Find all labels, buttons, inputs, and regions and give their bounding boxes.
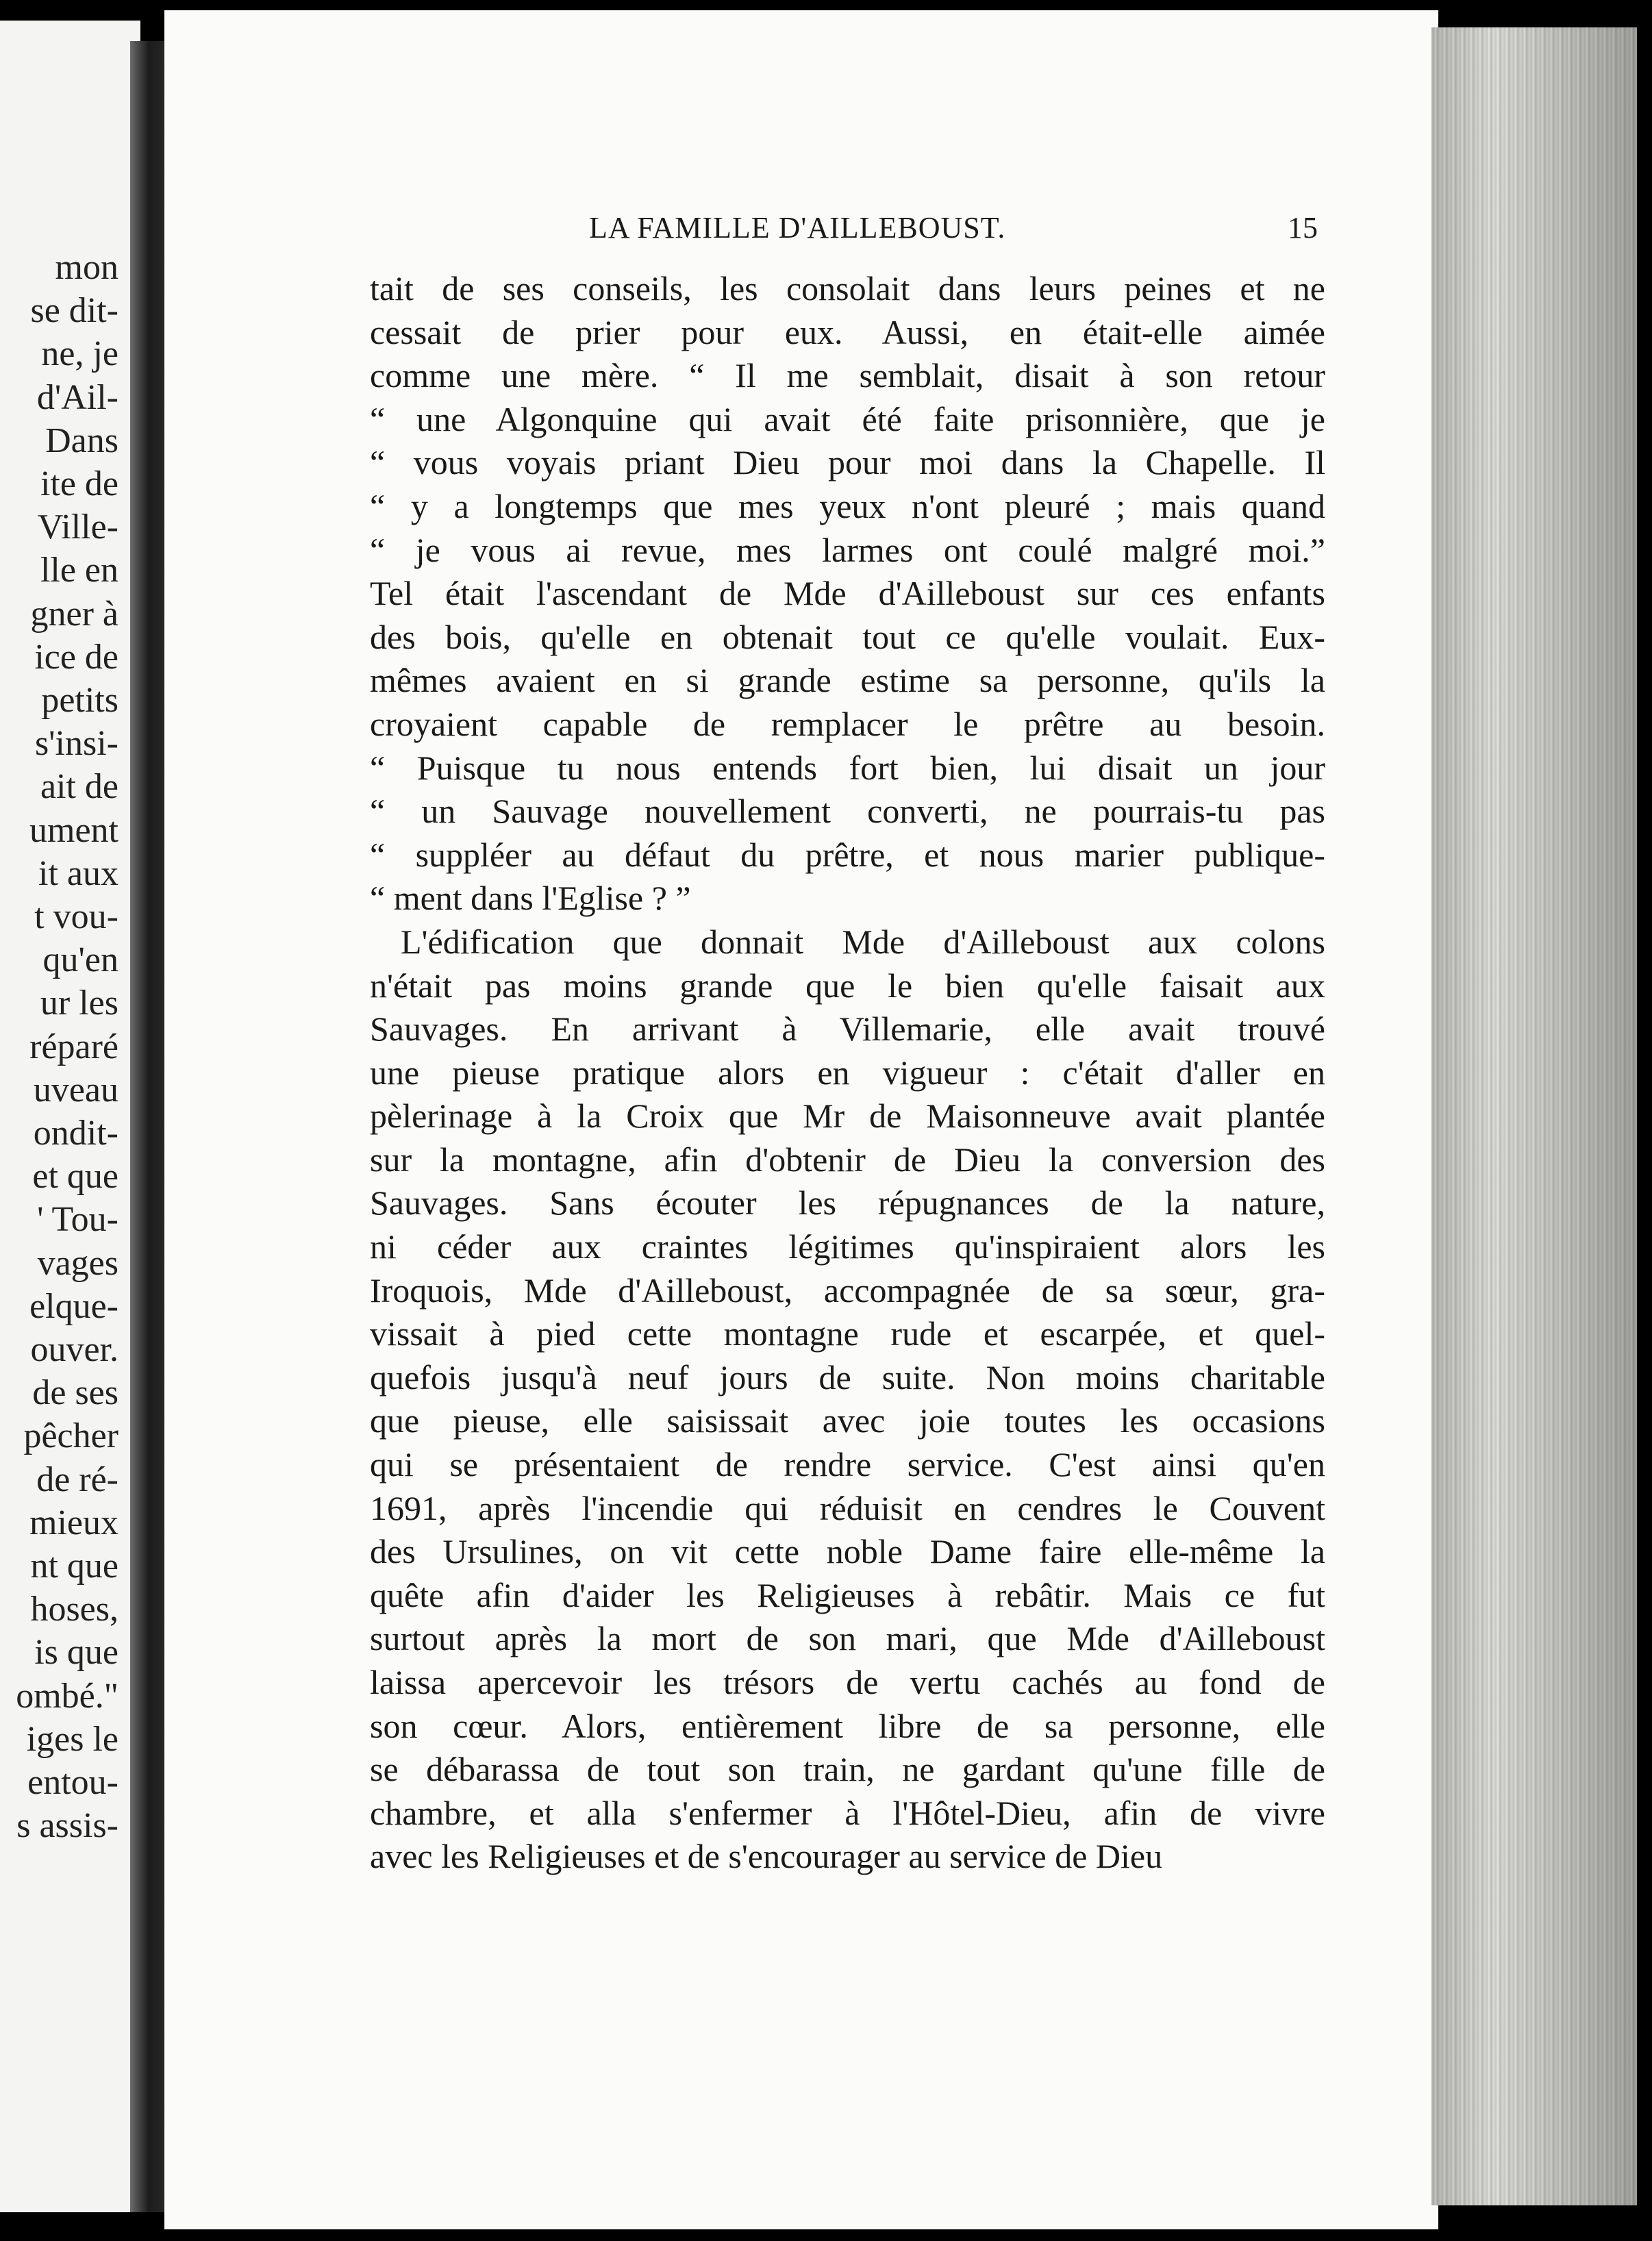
verso-line: ite de (40, 464, 118, 503)
text-line: vissait à pied cette montagne rude et escarpée, et quel- (370, 1314, 1325, 1353)
text-line: quefois jusqu'à neuf jours de suite. Non moins charitable (370, 1357, 1325, 1397)
text-line: laissa apercevoir les trésors de vertu cachés au fond de (370, 1663, 1325, 1701)
text-line: chambre, et alla s'enfermer à l'Hôtel-Dieu, afin de vivre (370, 1793, 1325, 1832)
text-line: “ ment dans l'Eglise ? ” (370, 879, 691, 918)
verso-line: nt que (30, 1547, 118, 1586)
text-line: “ suppléer au défaut du prêtre, et nous marier publique- (370, 835, 1325, 874)
verso-line: réparé (29, 1027, 118, 1066)
text-line: avec les Religieuses et de s'encourager au service de Dieu (370, 1837, 1163, 1876)
text-line: n'était pas moins grande que le bien qu'elle faisait aux (370, 966, 1325, 1005)
verso-line: lle en (40, 551, 118, 590)
verso-line: de ses (32, 1373, 118, 1413)
verso-line: et que (32, 1157, 118, 1197)
verso-line: pêcher (23, 1416, 118, 1456)
verso-line: qu'en (42, 940, 118, 980)
verso-line: gner à (30, 594, 118, 634)
verso-line: ne, je (41, 334, 118, 374)
verso-line: is que (34, 1633, 118, 1673)
text-line: sur la montagne, afin d'obtenir de Dieu la conversion des (370, 1140, 1325, 1179)
text-line: comme une mère. “ Il me semblait, disait à son retour (370, 356, 1325, 395)
body-text (370, 267, 1325, 1879)
running-head: LA FAMILLE D'AILLEBOUST. (589, 211, 1006, 245)
text-line: Sauvages. Sans écouter les répugnances de la nature, (370, 1184, 1325, 1223)
text-line: son cœur. Alors, entièrement libre de sa personne, elle (370, 1706, 1325, 1745)
text-line: 1691, après l'incendie qui réduisit en cendres le Couvent (370, 1488, 1325, 1527)
verso-page-fragment (0, 21, 140, 2212)
text-line: tait de ses conseils, les consolait dans leurs peines et ne (370, 269, 1325, 308)
verso-line: petits (41, 681, 118, 720)
verso-line: s assis- (16, 1806, 118, 1846)
verso-line: mieux (29, 1503, 118, 1542)
text-line: des bois, qu'elle en obtenait tout ce qu'elle voulait. Eux- (370, 617, 1325, 656)
text-line: Sauvages. En arrivant à Villemarie, elle avait trouvé (370, 1010, 1325, 1049)
verso-line: d'Ail- (36, 377, 118, 417)
text-line: “ vous voyais priant Dieu pour moi dans la Chapelle. Il (370, 443, 1325, 482)
verso-line: uveau (33, 1070, 118, 1110)
text-line: quête afin d'aider les Religieuses à rebâtir. Mais ce fut (370, 1575, 1325, 1614)
text-line: L'édification que donnait Mde d'Ailleboust aux colons (401, 922, 1325, 961)
text-line: mêmes avaient en si grande estime sa personne, qu'ils la (370, 661, 1325, 700)
verso-line: entou- (27, 1763, 118, 1802)
verso-line: ondit- (33, 1114, 118, 1153)
verso-line: vages (37, 1243, 118, 1283)
verso-line: ' Tou- (37, 1200, 118, 1240)
verso-line: Dans (45, 421, 118, 460)
verso-line: ouver. (30, 1330, 118, 1369)
text-line: “ une Algonquine qui avait été faite prisonnière, que je (370, 399, 1325, 438)
text-line: ni céder aux craintes légitimes qu'inspiraient alors les (370, 1227, 1325, 1266)
text-line: “ un Sauvage nouvellement converti, ne pourrais-tu pas (370, 792, 1325, 831)
text-line: cessait de prier pour eux. Aussi, en était-elle aimée (370, 312, 1325, 351)
verso-line: t vou- (34, 897, 118, 936)
verso-line: de ré- (36, 1460, 118, 1499)
text-line: Iroquois, Mde d'Ailleboust, accompagnée de sa sœur, gra- (370, 1270, 1325, 1310)
verso-line: ument (29, 810, 118, 850)
text-line: qui se présentaient de rendre service. C'est ainsi qu'en (370, 1445, 1325, 1484)
text-line: “ Puisque tu nous entends fort bien, lui disait un jour (370, 748, 1325, 787)
text-line: croyaient capable de remplacer le prêtre au besoin. (370, 704, 1325, 743)
text-line: surtout après la mort de son mari, que Mde d'Ailleboust (370, 1619, 1325, 1658)
verso-line: ice de (34, 637, 118, 677)
text-line: “ y a longtemps que mes yeux n'ont pleuré ; mais quand (370, 486, 1325, 525)
verso-line: iges le (26, 1719, 118, 1759)
recto-page (164, 10, 1438, 2229)
text-line: une pieuse pratique alors en vigueur : c'était d'aller en (370, 1053, 1325, 1092)
page-edges (1431, 27, 1637, 2205)
verso-line: ombé." (16, 1676, 118, 1716)
verso-line: elque- (29, 1286, 118, 1326)
text-line: se débarassa de tout son train, ne gardant qu'une fille de (370, 1750, 1325, 1789)
verso-line: Ville- (37, 508, 118, 547)
verso-line: s'insi- (34, 724, 118, 764)
verso-line: hoses, (30, 1590, 118, 1629)
verso-line: ait de (40, 767, 118, 807)
verso-line: ur les (40, 984, 118, 1023)
page-number: 15 (1288, 211, 1318, 245)
text-line: Tel était l'ascendant de Mde d'Ailleboust sur ces enfants (370, 574, 1325, 613)
verso-line: it aux (38, 853, 118, 893)
text-line: que pieuse, elle saisissait avec joie toutes les occasions (370, 1401, 1325, 1440)
text-line: pèlerinage à la Croix que Mr de Maisonneuve avait plantée (370, 1097, 1325, 1136)
verso-line: mon (55, 248, 118, 287)
text-line: “ je vous ai revue, mes larmes ont coulé malgré moi.” (370, 530, 1325, 569)
text-line: des Ursulines, on vit cette noble Dame faire elle-même la (370, 1532, 1325, 1571)
verso-line: se dit- (30, 291, 118, 331)
